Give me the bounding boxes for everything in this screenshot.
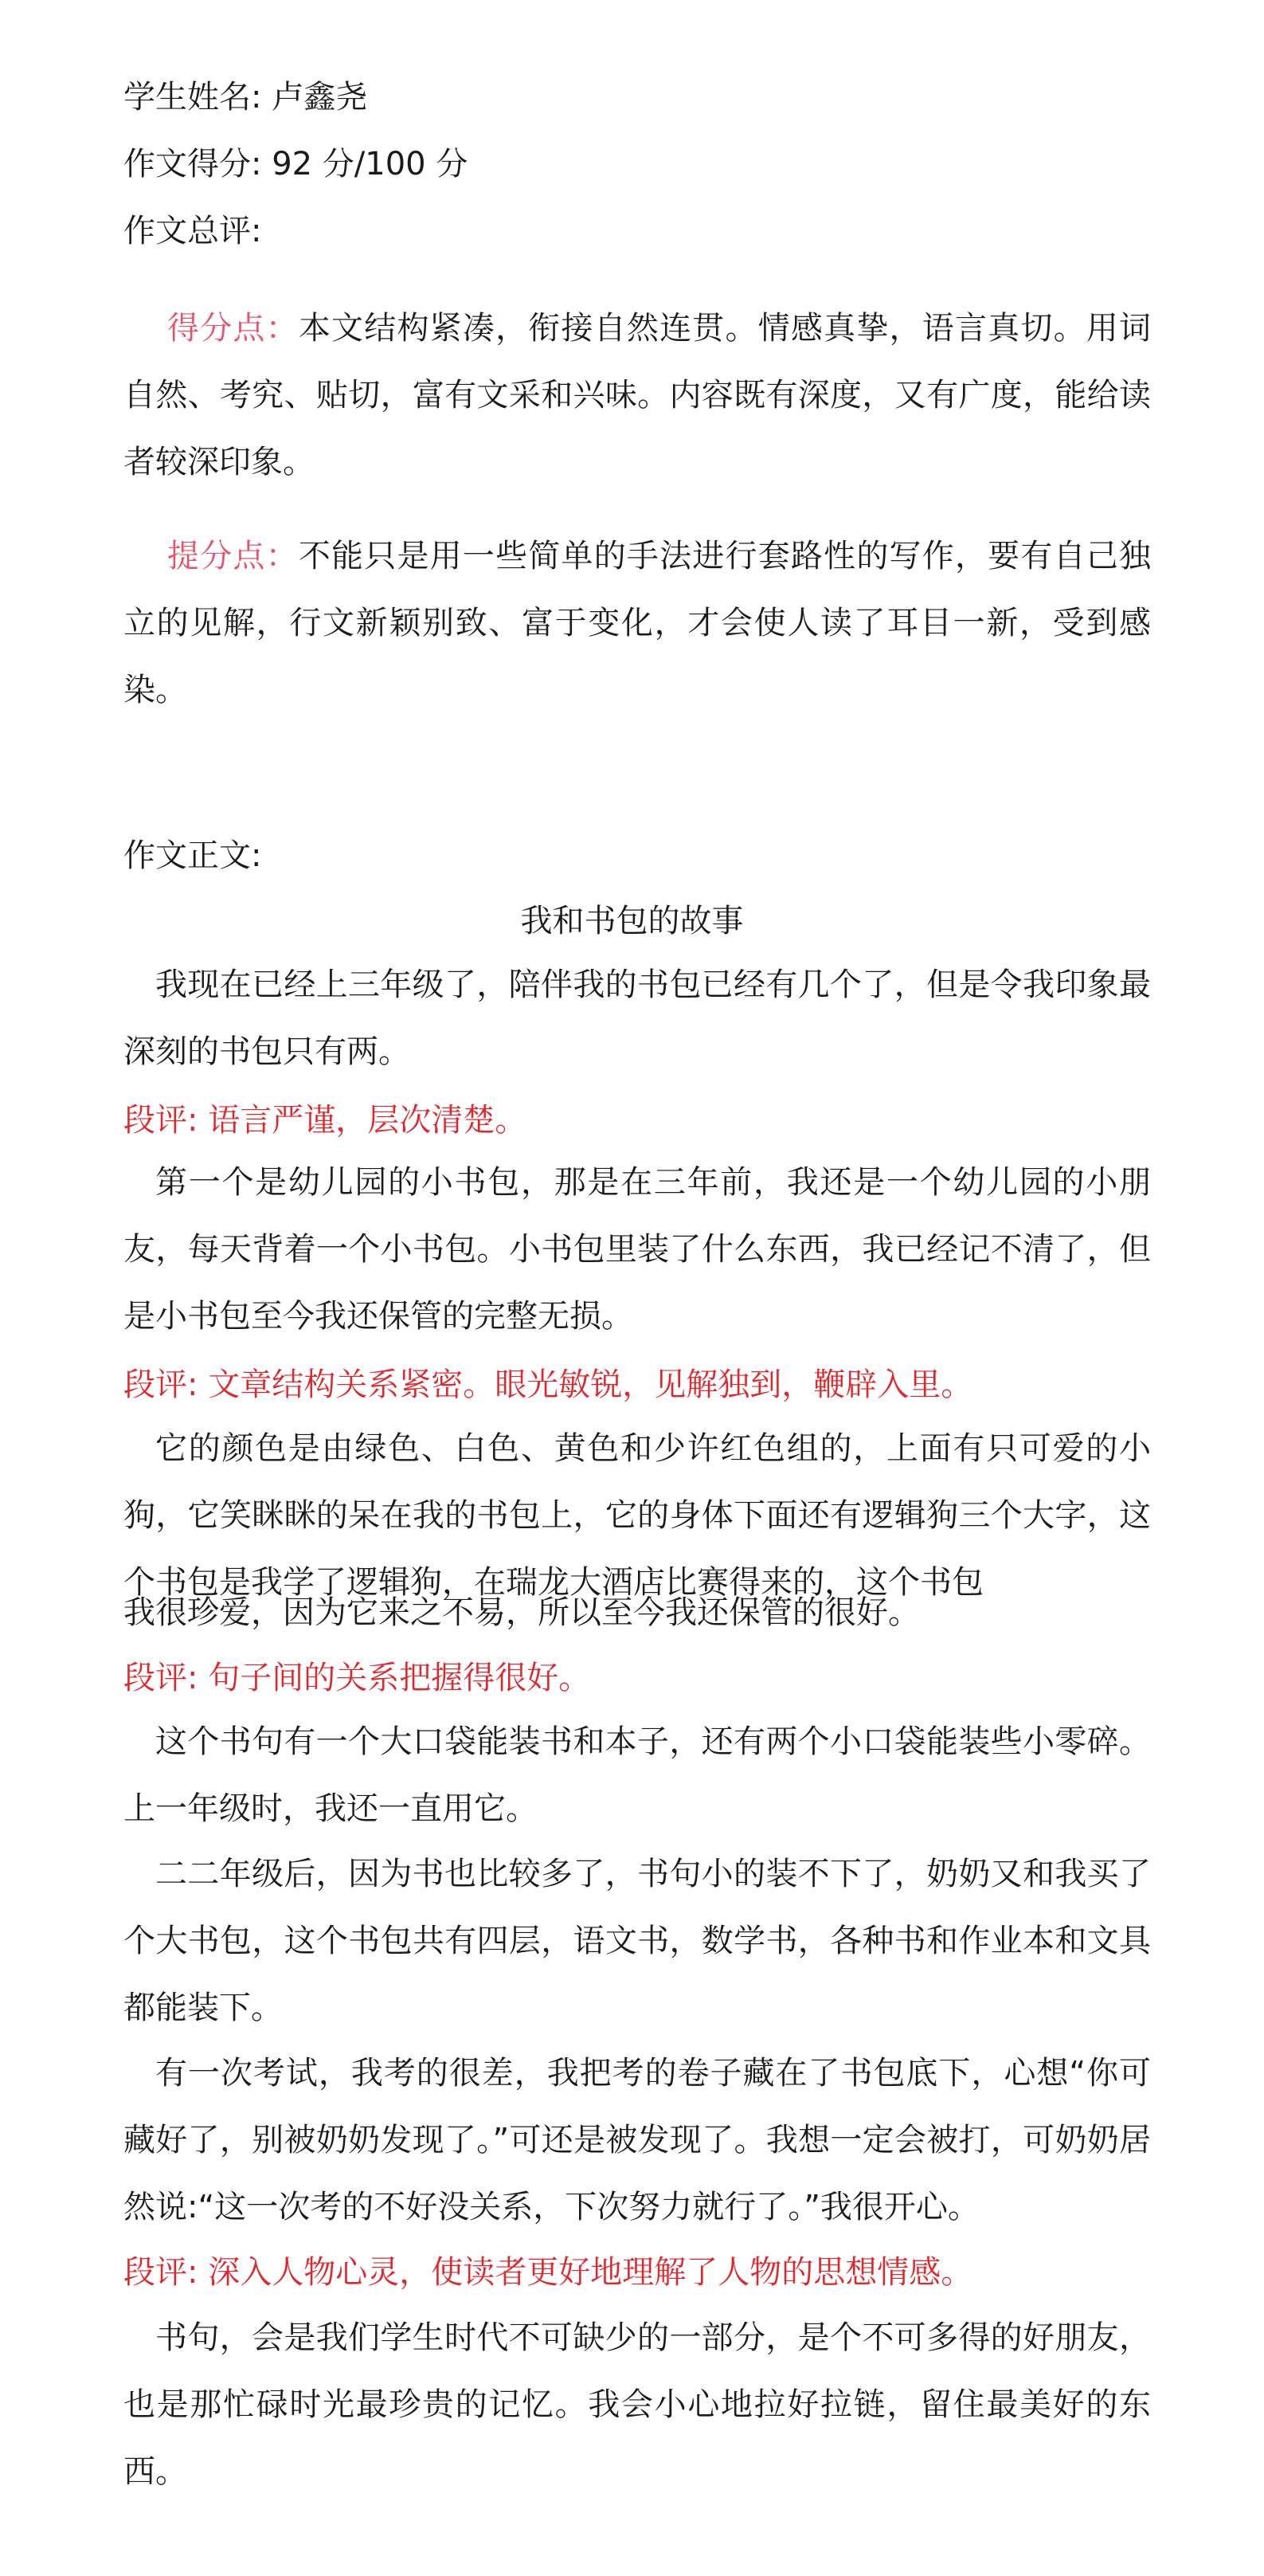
improve-text: 不能只是用一些简单的手法进行套路性的写作，要有自己独立的见解，行文新颖别致、富于变化，才会使人读了耳目一新，受到感染。 <box>123 538 1151 708</box>
essay-paragraph-3-tail: 我很珍爱，因为它来之不易，所以至今我还保管的很好。 <box>123 1594 920 1631</box>
improve-label: 提分点： <box>167 538 299 574</box>
essay-paragraph-6: 有一次考试，我考的很差，我把考的卷子藏在了书包底下，心想“你可藏好了，别被奶奶发现了。”可还是被发现了。我想一定会被打，可奶奶居然说:“这一次考的不好没关系，下次努力就行了。”我很开心。 <box>123 2055 1151 2225</box>
essay-body-heading: 作文正文: <box>123 837 262 874</box>
essay-paragraph-3: 它的颜色是由绿色、白色、黄色和少许红色组的，上面有只可爱的小狗，它笑眯眯的呆在我的书包上，它的身体下面还有逻辑狗三个大字，这个书包是我学了逻辑狗，在瑞龙大酒店比赛得来的，这个书包 <box>123 1430 1151 1601</box>
essay-paragraph-5: 二二年级后，因为书也比较多了，书句小的装不下了，奶奶又和我买了个大书包，这个书包共有四层，语文书，数学书，各种书和作业本和文具都能装下。 <box>123 1856 1151 2026</box>
strengths-text: 本文结构紧凑，衔接自然连贯。情感真挚，语言真切。用词自然、考究、贴切，富有文采和兴味。内容既有深度，又有广度，能给读者较深印象。 <box>123 310 1151 480</box>
paragraph-comment-4: 段评: 深入人物心灵，使读者更好地理解了人物的思想情感。 <box>123 2254 973 2291</box>
essay-title: 我和书包的故事 <box>520 903 744 939</box>
essay-paragraph-1: 我现在已经上三年级了，陪伴我的书包已经有几个了，但是令我印象最深刻的书包只有两。 <box>123 966 1151 1070</box>
essay-paragraph-2: 第一个是幼儿园的小书包，那是在三年前，我还是一个幼儿园的小朋友，每天背着一个小书包。小书包里装了什么东西，我已经记不清了，但是小书包至今我还保管的完整无损。 <box>123 1164 1151 1335</box>
strengths-label: 得分点： <box>167 310 299 347</box>
review-heading: 作文总评: <box>123 213 262 249</box>
review-strengths <box>123 295 1151 496</box>
essay-paragraph-4: 这个书句有一个大口袋能装书和本子，还有两个小口袋能装些小零碎。上一年级时，我还一直用它。 <box>123 1723 1151 1827</box>
paragraph-comment-3: 段评: 句子间的关系把握得很好。 <box>123 1660 591 1696</box>
essay-paragraph-7: 书句，会是我们学生时代不可缺少的一部分，是个不可多得的好朋友，也是那忙碌时光最珍贵的记忆。我会小心地拉好拉链，留住最美好的东西。 <box>123 2319 1151 2490</box>
paragraph-comment-1: 段评: 语言严谨，层次清楚。 <box>123 1102 527 1139</box>
student-name: 学生姓名: 卢鑫尧 <box>123 79 368 116</box>
essay-score: 作文得分: 92 分/100 分 <box>123 146 468 182</box>
review-improvements <box>123 523 1151 723</box>
paragraph-comment-2: 段评: 文章结构关系紧密。眼光敏锐，见解独到，鞭辟入里。 <box>123 1366 973 1403</box>
